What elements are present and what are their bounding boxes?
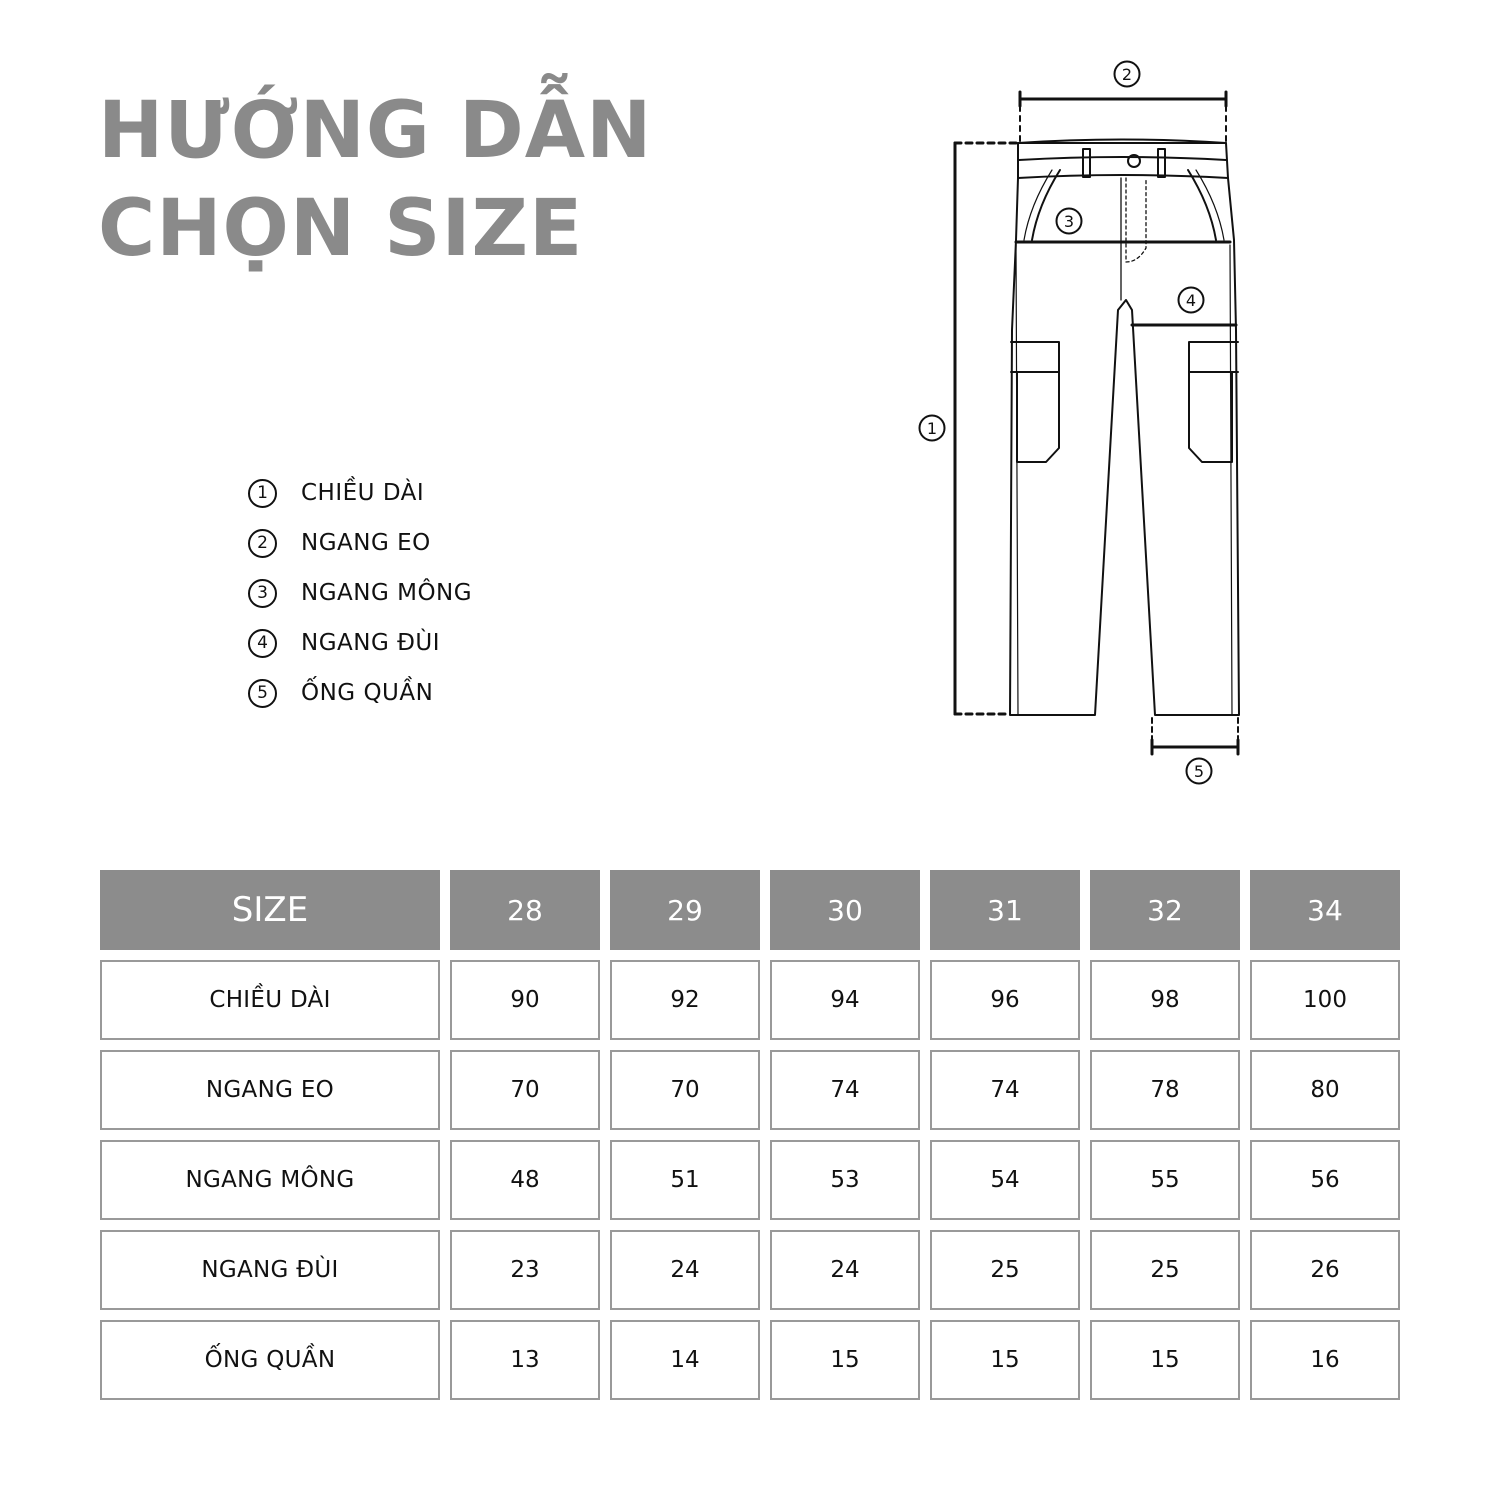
legend-label: NGANG ĐÙI <box>301 630 441 656</box>
table-cell: 24 <box>610 1230 760 1310</box>
number-circle-icon: 2 <box>248 529 277 558</box>
table-cell: 25 <box>1090 1230 1240 1310</box>
number-circle-icon: 1 <box>248 479 277 508</box>
table-cell: 92 <box>610 960 760 1040</box>
table-cell: 15 <box>1090 1320 1240 1400</box>
table-cell: 98 <box>1090 960 1240 1040</box>
table-cell: 51 <box>610 1140 760 1220</box>
svg-text:1: 1 <box>926 419 938 438</box>
table-cell: 13 <box>450 1320 600 1400</box>
marker-hem <box>1187 759 1212 784</box>
table-header-cell: SIZE <box>100 870 440 950</box>
legend-label: NGANG MÔNG <box>301 580 473 606</box>
number-circle-icon: 5 <box>248 679 277 708</box>
page-title-line-2: CHỌN SIZE <box>98 184 584 274</box>
table-row-label: NGANG MÔNG <box>100 1140 440 1220</box>
legend-label: ỐNG QUẦN <box>301 680 434 706</box>
table-cell: 56 <box>1250 1140 1400 1220</box>
table-cell: 70 <box>610 1050 760 1130</box>
table-cell: 74 <box>770 1050 920 1130</box>
table-cell: 74 <box>930 1050 1080 1130</box>
table-cell: 70 <box>450 1050 600 1130</box>
table-cell: 78 <box>1090 1050 1240 1130</box>
table-row-label: ỐNG QUẦN <box>100 1320 440 1400</box>
table-header-cell: 29 <box>610 870 760 950</box>
table-cell: 94 <box>770 960 920 1040</box>
table-row-label: NGANG ĐÙI <box>100 1230 440 1310</box>
table-header-cell: 32 <box>1090 870 1240 950</box>
table-cell: 53 <box>770 1140 920 1220</box>
table-header-cell: 30 <box>770 870 920 950</box>
table-cell: 54 <box>930 1140 1080 1220</box>
table-cell: 80 <box>1250 1050 1400 1130</box>
table-cell: 55 <box>1090 1140 1240 1220</box>
measurement-lines <box>955 92 1238 754</box>
page-title-line-1: HƯỚNG DẪN <box>98 86 653 176</box>
svg-text:3: 3 <box>1063 212 1075 231</box>
number-circle-icon: 4 <box>248 629 277 658</box>
table-cell: 96 <box>930 960 1080 1040</box>
table-row-label: NGANG EO <box>100 1050 440 1130</box>
table-cell: 14 <box>610 1320 760 1400</box>
table-header-cell: 34 <box>1250 870 1400 950</box>
marker-thigh <box>1179 288 1204 313</box>
table-cell: 48 <box>450 1140 600 1220</box>
table-cell: 15 <box>930 1320 1080 1400</box>
svg-text:4: 4 <box>1185 291 1197 310</box>
svg-text:2: 2 <box>1121 65 1133 84</box>
legend-label: CHIỀU DÀI <box>301 480 425 506</box>
table-cell: 100 <box>1250 960 1400 1040</box>
table-cell: 16 <box>1250 1320 1400 1400</box>
table-cell: 90 <box>450 960 600 1040</box>
table-header-cell: 31 <box>930 870 1080 950</box>
marker-length <box>920 416 945 441</box>
marker-hip <box>1057 209 1082 234</box>
marker-waist <box>1115 62 1140 87</box>
pants-outline-icon <box>1010 140 1239 716</box>
table-header-cell: 28 <box>450 870 600 950</box>
number-circle-icon: 3 <box>248 579 277 608</box>
table-cell: 23 <box>450 1230 600 1310</box>
table-cell: 24 <box>770 1230 920 1310</box>
table-cell: 25 <box>930 1230 1080 1310</box>
svg-text:5: 5 <box>1193 762 1205 781</box>
table-cell: 15 <box>770 1320 920 1400</box>
legend-label: NGANG EO <box>301 530 431 556</box>
table-cell: 26 <box>1250 1230 1400 1310</box>
table-row-label: CHIỀU DÀI <box>100 960 440 1040</box>
